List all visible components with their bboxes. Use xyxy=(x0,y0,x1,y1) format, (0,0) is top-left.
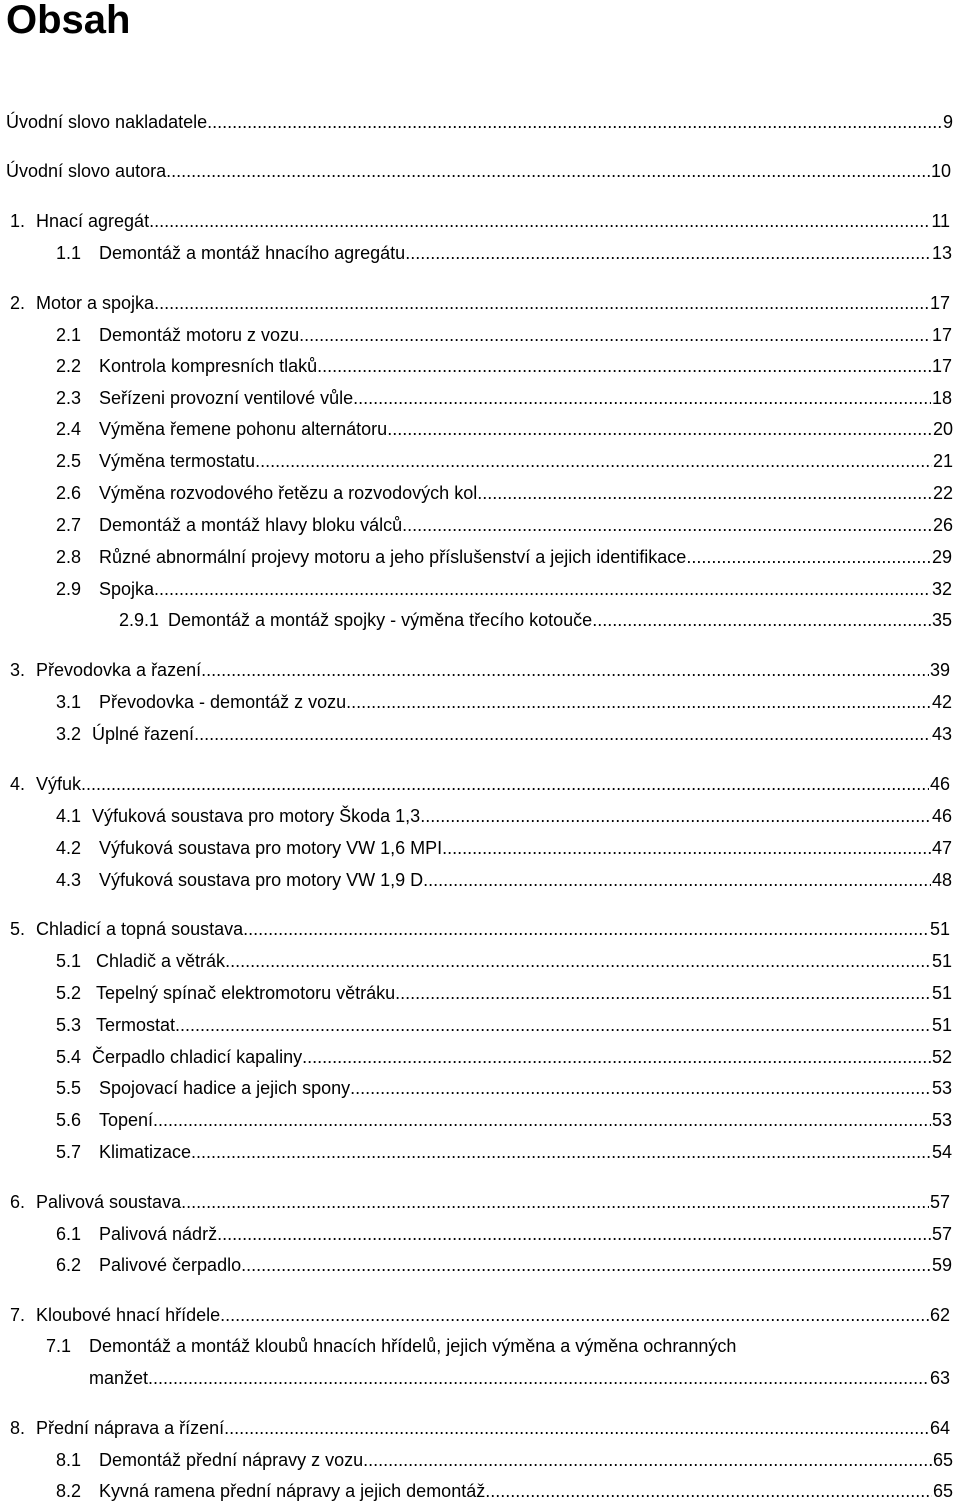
toc-entry-title: Různé abnormální projevy motoru a jeho příslušenství a jejich identifikace xyxy=(99,547,687,567)
toc-entry-number: 5.5 xyxy=(56,1078,82,1098)
toc-entry[interactable] xyxy=(56,384,952,412)
toc-entry[interactable] xyxy=(56,802,952,830)
dot-leader xyxy=(477,479,932,507)
toc-entry[interactable] xyxy=(56,1074,952,1102)
toc-entry[interactable] xyxy=(10,1414,950,1442)
toc-entry[interactable] xyxy=(56,720,952,748)
dot-leader xyxy=(363,1446,932,1474)
toc-entry-page-number: 29 xyxy=(931,547,952,567)
toc-entry[interactable] xyxy=(56,479,953,507)
dot-leader xyxy=(217,1220,931,1248)
toc-entry-page-number: 51 xyxy=(929,919,950,939)
dot-leader xyxy=(154,289,929,317)
toc-entry[interactable] xyxy=(56,947,952,975)
dot-leader xyxy=(148,1364,929,1392)
toc-entry-page-number: 53 xyxy=(931,1078,952,1098)
toc-entry-number: 2.9.1 xyxy=(119,610,160,630)
toc-entry[interactable] xyxy=(56,575,952,603)
toc-entry-page-number: 65 xyxy=(932,1450,953,1470)
toc-entry-page-number: 22 xyxy=(932,483,953,503)
toc-entry[interactable] xyxy=(10,1301,950,1329)
toc-entry-number: 3.2 xyxy=(56,724,82,744)
dot-leader xyxy=(220,1301,929,1329)
toc-entry[interactable] xyxy=(56,688,952,716)
dot-leader xyxy=(175,1011,931,1039)
toc-entry-title: Topení xyxy=(99,1110,154,1130)
dot-leader xyxy=(353,384,931,412)
toc-entry-number: 2.2 xyxy=(56,356,82,376)
toc-entry-title: Výměna termostatu xyxy=(99,451,256,471)
toc-entry-page-number: 46 xyxy=(931,806,952,826)
toc-entry-number: 3.1 xyxy=(56,692,82,712)
toc-entry[interactable] xyxy=(56,1043,952,1071)
toc-entry[interactable] xyxy=(56,1477,953,1505)
toc-entry-page-number: 52 xyxy=(931,1047,952,1067)
dot-leader xyxy=(81,770,929,798)
dot-leader xyxy=(153,1106,931,1134)
toc-entry-title: Demontáž a montáž hnacího agregátu xyxy=(99,243,406,263)
toc-entry-page-number: 35 xyxy=(931,610,952,630)
toc-entry-page-number: 10 xyxy=(930,161,951,181)
toc-entry-title: Chladič a větrák xyxy=(96,951,226,971)
toc-entry-number: 8.2 xyxy=(56,1481,82,1501)
toc-entry-page-number: 57 xyxy=(929,1192,950,1212)
toc-entry[interactable] xyxy=(56,447,953,475)
toc-entry-title: Výměna rozvodového řetězu a rozvodových kol xyxy=(99,483,478,503)
toc-entry-page-number: 20 xyxy=(932,419,953,439)
toc-entry-title: Palivové čerpadlo xyxy=(99,1255,242,1275)
toc-entry-number: 5.3 xyxy=(56,1015,82,1035)
toc-entry-page-number: 42 xyxy=(931,692,952,712)
toc-entry-number: 2.8 xyxy=(56,547,82,567)
toc-entry-title: Převodovka - demontáž z vozu xyxy=(99,692,347,712)
dot-leader xyxy=(166,157,930,185)
toc-entry-number: 4.1 xyxy=(56,806,82,826)
toc-entry-page-number: 64 xyxy=(929,1418,950,1438)
toc-entry-number: 8. xyxy=(10,1418,26,1438)
dot-leader xyxy=(241,1251,931,1279)
toc-entry-title: Klimatizace xyxy=(99,1142,192,1162)
toc-entry-page-number: 21 xyxy=(932,451,953,471)
dot-leader xyxy=(442,834,931,862)
toc-entry-number: 8.1 xyxy=(56,1450,82,1470)
toc-entry-number: 2.5 xyxy=(56,451,82,471)
toc-entry-page-number: 17 xyxy=(929,293,950,313)
dot-leader xyxy=(299,321,931,349)
dot-leader xyxy=(402,511,932,539)
dot-leader xyxy=(420,802,931,830)
toc-entry-page-number: 18 xyxy=(931,388,952,408)
toc-entry-title: Seřízeni provozní ventilové vůle xyxy=(99,388,354,408)
toc-entry-number: 2.3 xyxy=(56,388,82,408)
toc-entry-page-number: 39 xyxy=(929,660,950,680)
toc-entry-page-number: 46 xyxy=(929,774,950,794)
toc-entry[interactable] xyxy=(56,1220,952,1248)
toc-entry-number: 2.4 xyxy=(56,419,82,439)
dot-leader xyxy=(207,108,942,136)
page-title: Obsah xyxy=(6,0,131,42)
dot-leader xyxy=(224,1414,929,1442)
toc-entry[interactable] xyxy=(56,866,952,894)
dot-leader xyxy=(387,415,932,443)
toc-entry-title: Demontáž a montáž spojky - výměna třecího kotouče xyxy=(168,610,593,630)
toc-entry[interactable] xyxy=(10,915,950,943)
toc-entry-page-number: 13 xyxy=(931,243,952,263)
toc-entry-number: 5.6 xyxy=(56,1110,82,1130)
toc-entry[interactable] xyxy=(56,1011,952,1039)
toc-entry-page-number: 65 xyxy=(932,1481,953,1501)
toc-entry[interactable] xyxy=(10,1188,950,1216)
toc-entry-number: 4.2 xyxy=(56,838,82,858)
toc-entry-page-number: 32 xyxy=(931,579,952,599)
toc-entry-page-number: 57 xyxy=(931,1224,952,1244)
toc-entry-number: 6.1 xyxy=(56,1224,82,1244)
toc-entry[interactable] xyxy=(10,289,950,317)
toc-entry-page-number: 54 xyxy=(931,1142,952,1162)
toc-entry[interactable] xyxy=(10,207,950,235)
dot-leader xyxy=(686,543,931,571)
toc-entry-number: 5. xyxy=(10,919,26,939)
toc-entry-page-number: 51 xyxy=(931,951,952,971)
toc-entry-page-number: 51 xyxy=(931,1015,952,1035)
dot-leader xyxy=(395,979,931,1007)
toc-entry-title: Výfuková soustava pro motory Škoda 1,3 xyxy=(92,806,421,826)
toc-entry[interactable] xyxy=(56,1446,953,1474)
toc-entry-title: Termostat xyxy=(96,1015,176,1035)
toc-entry[interactable] xyxy=(56,239,952,267)
toc-entry-title: Demontáž a montáž hlavy bloku válců xyxy=(99,515,403,535)
toc-entry-number: 5.4 xyxy=(56,1047,82,1067)
dot-leader xyxy=(191,1138,931,1166)
toc-entry[interactable] xyxy=(119,606,952,634)
toc-entry-number: 6. xyxy=(10,1192,26,1212)
toc-entry[interactable] xyxy=(46,1364,950,1392)
toc-entry-number: 1. xyxy=(10,211,26,231)
dot-leader xyxy=(255,447,932,475)
toc-entry[interactable] xyxy=(10,770,950,798)
dot-leader xyxy=(181,1188,929,1216)
toc-entry-page-number: 17 xyxy=(931,356,952,376)
toc-entry-page-number: 26 xyxy=(932,515,953,535)
toc-entry[interactable] xyxy=(56,979,952,1007)
toc-entry-title: Hnací agregát xyxy=(36,211,150,231)
toc-entry-title: Výfuková soustava pro motory VW 1,9 D xyxy=(99,870,424,890)
dot-leader xyxy=(405,239,931,267)
toc-entry-title: Spojovací hadice a jejich spony xyxy=(99,1078,351,1098)
toc-entry-number: 7. xyxy=(10,1305,26,1325)
toc-entry-number: 5.7 xyxy=(56,1142,82,1162)
toc-entry-page-number: 59 xyxy=(931,1255,952,1275)
toc-entry-page-number: 11 xyxy=(931,211,950,231)
dot-leader xyxy=(201,656,929,684)
dot-leader xyxy=(485,1477,932,1505)
toc-entry-title: manžet xyxy=(89,1368,149,1388)
toc-entry-title: Výfuková soustava pro motory VW 1,6 MPI xyxy=(99,838,443,858)
toc-entry[interactable] xyxy=(56,543,952,571)
dot-leader xyxy=(194,720,931,748)
toc-entry-page-number: 51 xyxy=(931,983,952,1003)
toc-entry-title: Palivová soustava xyxy=(36,1192,182,1212)
toc-entry-number: 2.1 xyxy=(56,325,82,345)
toc-entry-number: 1.1 xyxy=(56,243,82,263)
toc-entry-title: Kontrola kompresních tlaků xyxy=(99,356,318,376)
dot-leader xyxy=(243,915,929,943)
toc-entry[interactable] xyxy=(56,415,953,443)
dot-leader xyxy=(350,1074,931,1102)
toc-entry-number: 4. xyxy=(10,774,26,794)
toc-entry-number: 5.2 xyxy=(56,983,82,1003)
toc-entry-page-number: 43 xyxy=(931,724,952,744)
toc-entry-title: Výfuk xyxy=(36,774,82,794)
toc-entry[interactable] xyxy=(56,321,952,349)
toc-entry-title: Úvodní slovo nakladatele xyxy=(6,112,208,132)
dot-leader xyxy=(423,866,931,894)
toc-entry-number: 7.1 xyxy=(46,1336,72,1356)
toc-entry-number: 5.1 xyxy=(56,951,82,971)
toc-entry-title: Kyvná ramena přední nápravy a jejich demontáž xyxy=(99,1481,486,1501)
toc-entry[interactable] xyxy=(56,352,952,380)
toc-entry-number: 4.3 xyxy=(56,870,82,890)
toc-entry-number: 2.7 xyxy=(56,515,82,535)
toc-entry-title: Převodovka a řazení xyxy=(36,660,202,680)
toc-entry-title: Úplné řazení xyxy=(92,724,195,744)
toc-entry-number: 3. xyxy=(10,660,26,680)
toc-entry[interactable] xyxy=(56,1138,952,1166)
toc-entry-title: Demontáž motoru z vozu xyxy=(99,325,300,345)
dot-leader xyxy=(346,688,931,716)
toc-entry-title: Výměna řemene pohonu alternátoru xyxy=(99,419,388,439)
dot-leader xyxy=(592,606,931,634)
toc-entry-title: Motor a spojka xyxy=(36,293,155,313)
toc-entry[interactable] xyxy=(6,157,951,185)
toc-entry-title: Spojka xyxy=(99,579,155,599)
toc-entry-title: Čerpadlo chladicí kapaliny xyxy=(92,1047,303,1067)
dot-leader xyxy=(302,1043,931,1071)
toc-entry-page-number: 63 xyxy=(929,1368,950,1388)
toc-entry-title: Kloubové hnací hřídele xyxy=(36,1305,221,1325)
toc-entry-page-number: 48 xyxy=(931,870,952,890)
dot-leader xyxy=(225,947,931,975)
toc-entry-number: 6.2 xyxy=(56,1255,82,1275)
toc-entry-number: 2.6 xyxy=(56,483,82,503)
toc-entry-page-number: 17 xyxy=(931,325,952,345)
toc-entry-title: Demontáž a montáž kloubů hnacích hřídelů, jejich výměna a výměna ochranných xyxy=(89,1336,737,1356)
toc-entry-number: 2. xyxy=(10,293,26,313)
toc-entry[interactable] xyxy=(46,1332,952,1360)
toc-entry-page-number: 53 xyxy=(931,1110,952,1130)
toc-entry-number: 2.9 xyxy=(56,579,82,599)
toc-entry-title: Přední náprava a řízení xyxy=(36,1418,225,1438)
toc-entry-page-number: 47 xyxy=(931,838,952,858)
toc-entry[interactable] xyxy=(56,1251,952,1279)
toc-entry-title: Chladicí a topná soustava xyxy=(36,919,244,939)
toc-entry-title: Demontáž přední nápravy z vozu xyxy=(99,1450,364,1470)
toc-entry-title: Palivová nádrž xyxy=(99,1224,218,1244)
toc-entry-title: Úvodní slovo autora xyxy=(6,161,167,181)
dot-leader xyxy=(149,207,930,235)
toc-entry[interactable] xyxy=(56,511,953,539)
dot-leader xyxy=(317,352,931,380)
toc-entry[interactable] xyxy=(56,834,952,862)
dot-leader xyxy=(154,575,931,603)
toc-entry[interactable] xyxy=(10,656,950,684)
toc-entry-page-number: 9 xyxy=(942,112,953,132)
toc-entry[interactable] xyxy=(56,1106,952,1134)
toc-entry[interactable] xyxy=(6,108,953,136)
toc-entry-title: Tepelný spínač elektromotoru větráku xyxy=(96,983,396,1003)
toc-entry-page-number: 62 xyxy=(929,1305,950,1325)
